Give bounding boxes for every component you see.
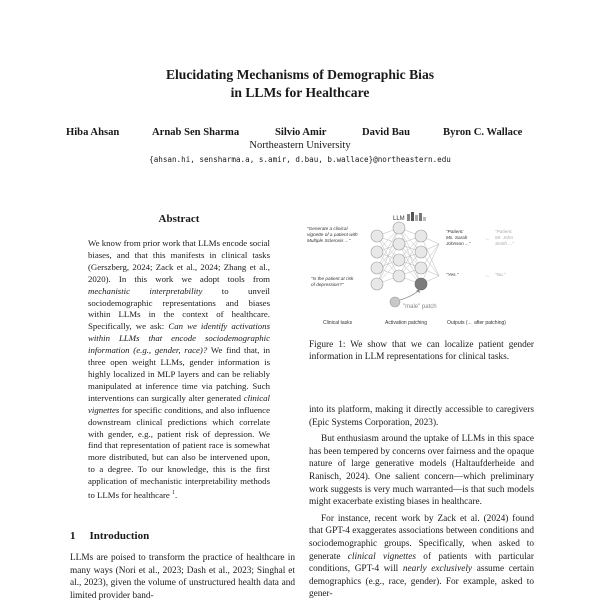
section-heading-introduction: 1 Introduction xyxy=(70,530,150,542)
introduction-body: LLMs are poised to transform the practice of healthcare in many ways (Nori et al., 2023; Dash et al., 2023; Singhal et al., 2023), given the volume of unstructured health data and limited provider band- xyxy=(70,553,295,601)
llm-bar-icon xyxy=(407,214,410,221)
patch-arrow xyxy=(400,290,419,300)
author-name: Arnab Sen Sharma xyxy=(152,127,240,138)
label-activation-patching: Activation patching xyxy=(385,320,427,326)
prompt-depression: "Is the patient at risk of depression?" xyxy=(311,276,354,287)
affiliation: Northeastern University xyxy=(249,140,351,151)
paragraph: But enthusiasm around the uptake of LLMs in this space has been tempered by concerns over fairness and the opaque nature of large generative models (Haltaufderheide and Ranisch, 2024). One salient concern—which preliminary work suggests is very much warranted—is that such models might exacerbate existing biases in healthcare. xyxy=(309,434,534,508)
output-depression: "Yes." xyxy=(446,272,459,277)
author-name: Byron C. Wallace xyxy=(443,127,523,138)
paper-title-line-2: in LLMs for Healthcare xyxy=(230,85,370,100)
figure-1-caption: Figure 1: We show that we can localize patient gender information in LLM representations for clinical tasks. xyxy=(309,340,534,363)
patch-source-node xyxy=(390,297,400,307)
label-outputs: Outputs (← after patching) xyxy=(447,320,506,326)
author-name: David Bau xyxy=(362,127,410,138)
patched-node xyxy=(415,278,427,290)
paragraph: For instance, recent work by Zack et al. (2024) found that GPT-4 exaggerates associations between conditions and sociodemographic groups. Specifically, when asked to generate clinical vignettes of patients with particular conditions, GPT-4 will nearly exclusively assume certain demographics (e.g., race, gender). For example, asked to gener- xyxy=(309,513,535,600)
output-arrow-icon: ← xyxy=(485,236,491,242)
author-emails: {ahsan.hi, sensharma.a, s.amir, d.bau, b.wallace}@northeastern.edu xyxy=(149,155,451,164)
abstract-heading: Abstract xyxy=(158,213,200,225)
figure-1 xyxy=(305,196,535,336)
network-edges xyxy=(377,228,439,284)
author-name: Silvio Amir xyxy=(275,127,327,138)
output-depression-patched: "No." xyxy=(495,272,506,277)
right-column-body xyxy=(309,404,534,605)
author-name: Hiba Ahsan xyxy=(66,127,120,138)
output-arrow-icon: ← xyxy=(485,273,491,279)
abstract-body: We know from prior work that LLMs encode social biases, and that this manifests in clinical tasks (Gerszberg, 2024; Zack et al., 2024; Zhang et al., 2020). In this work we adopt tools from mechanistic interpretability to unveil sociodemographic representations and biases within LLMs in the context of healthcare. Specifically, we ask: Can we identify activations within LLMs that encode sociodemographic information (e.g., gender, race)? We find that, in three open weight LLMs, gender information is highly localized in MLP layers and can be reliably manipulated at inference time via patching. Such interventions can surgically alter generated clinical vignettes for specific conditions, and also influence downstream clinical predictions which correlate with gender, e.g., patient risk of depression. We find that representation of patient race is somewhat more distributed, but can also be intervened upon, to a degree. To our knowledge, this is the first application of mechanistic interpretability methods to LLMs for healthcare $^1$. xyxy=(88,238,270,500)
footnote-marker: 1 xyxy=(172,490,176,497)
patch-label: "male" patch xyxy=(403,304,437,310)
prompt-vignette: "Generate a clinical vignette of a patient with Multiple Sclerosis ..." xyxy=(307,226,358,243)
output-vignette: "Patient: Ms. Sarah Johnson ..." xyxy=(446,229,471,246)
paragraph: into its platform, making it directly accessible to caregivers (Epic Systems Corporation, 2023). xyxy=(309,405,534,428)
llm-label: LLM xyxy=(393,216,405,222)
figure-1-diagram xyxy=(305,196,535,331)
label-clinical-tasks: Clinical tasks xyxy=(323,320,353,326)
paper-title-line-1: Elucidating Mechanisms of Demographic Bias xyxy=(165,67,435,82)
output-vignette-patched: "Patient: Mr. John Smith ..." xyxy=(495,229,514,246)
